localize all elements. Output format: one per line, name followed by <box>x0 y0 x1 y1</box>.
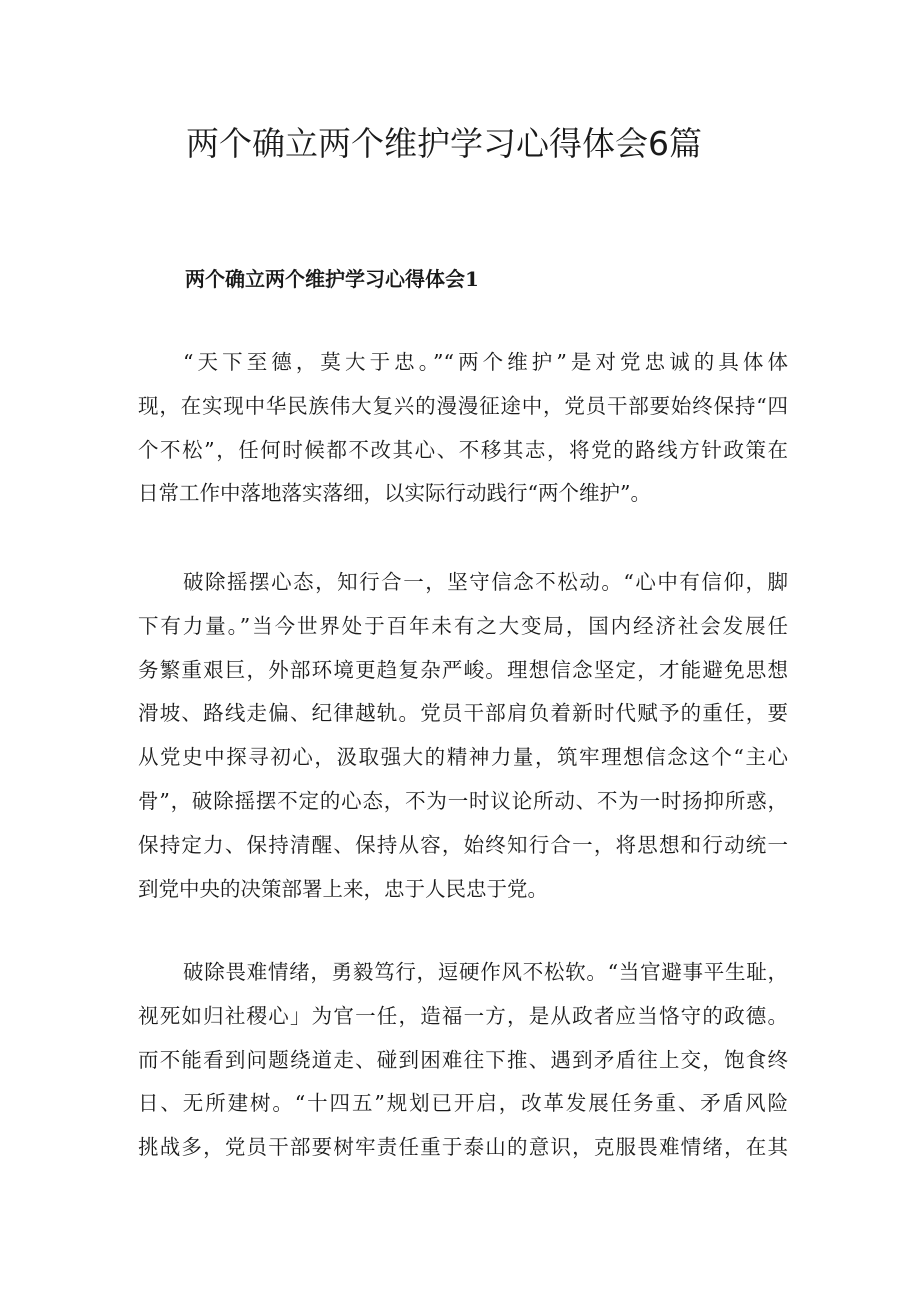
paragraph-3 <box>138 951 788 1170</box>
paragraph-line: 日常工作中落地落实落细，以实际行动践行“两个维护”。 <box>138 481 651 506</box>
paragraph-line: 挑战多，党员干部要树牢责任重于泰山的意识，克服畏难情绪，在其 <box>138 1135 788 1160</box>
paragraph-line: 个不松”，任何时候都不改其心、不移其志，将党的路线方针政策在 <box>138 437 788 462</box>
paragraph-line: 而不能看到问题绕道走、碰到困难往下推、遇到矛盾往上交，饱食终 <box>138 1047 788 1072</box>
paragraph-line: 到党中央的决策部署上来，忠于人民忠于党。 <box>138 876 548 901</box>
paragraph-line: 下有力量。”当今世界处于百年未有之大变局，国内经济社会发展任 <box>138 613 788 638</box>
section-heading: 两个确立两个维护学习心得体会1 <box>185 267 479 291</box>
paragraph-line: 视死如归社稷心」为官一任，造福一方，是从政者应当恪守的政德。 <box>138 1003 788 1028</box>
paragraph-line: 从党史中探寻初心，汲取强大的精神力量，筑牢理想信念这个“主心 <box>138 745 788 770</box>
document-title: 两个确立两个维护学习心得体会6篇 <box>186 124 702 163</box>
paragraph-line: 破除摇摆心态，知行合一，坚守信念不松动。“心中有信仰，脚 <box>183 570 788 594</box>
paragraph-line: 保持定力、保持清醒、保持从容，始终知行合一，将思想和行动统一 <box>138 832 788 857</box>
paragraph-line: “天下至德，莫大于忠。”“两个维护”是对党忠诚的具体体 <box>183 350 788 374</box>
paragraph-line: 破除畏难情绪，勇毅笃行，逗硬作风不松软。“当官避事平生耻， <box>183 960 788 984</box>
paragraph-line: 日、无所建树。“十四五”规划已开启，改革发展任务重、矛盾风险 <box>138 1091 788 1116</box>
paragraph-2 <box>138 561 788 911</box>
paragraph-line: 滑坡、路线走偏、纪律越轨。党员干部肩负着新时代赋予的重任，要 <box>138 701 788 726</box>
paragraph-1 <box>138 341 788 516</box>
paragraph-line: 现，在实现中华民族伟大复兴的漫漫征途中，党员干部要始终保持“四 <box>138 393 788 418</box>
paragraph-line: 骨”，破除摇摆不定的心态，不为一时议论所动、不为一时扬抑所惑， <box>138 788 788 813</box>
paragraph-line: 务繁重艰巨，外部环境更趋复杂严峻。理想信念坚定，才能避免思想 <box>138 657 788 682</box>
